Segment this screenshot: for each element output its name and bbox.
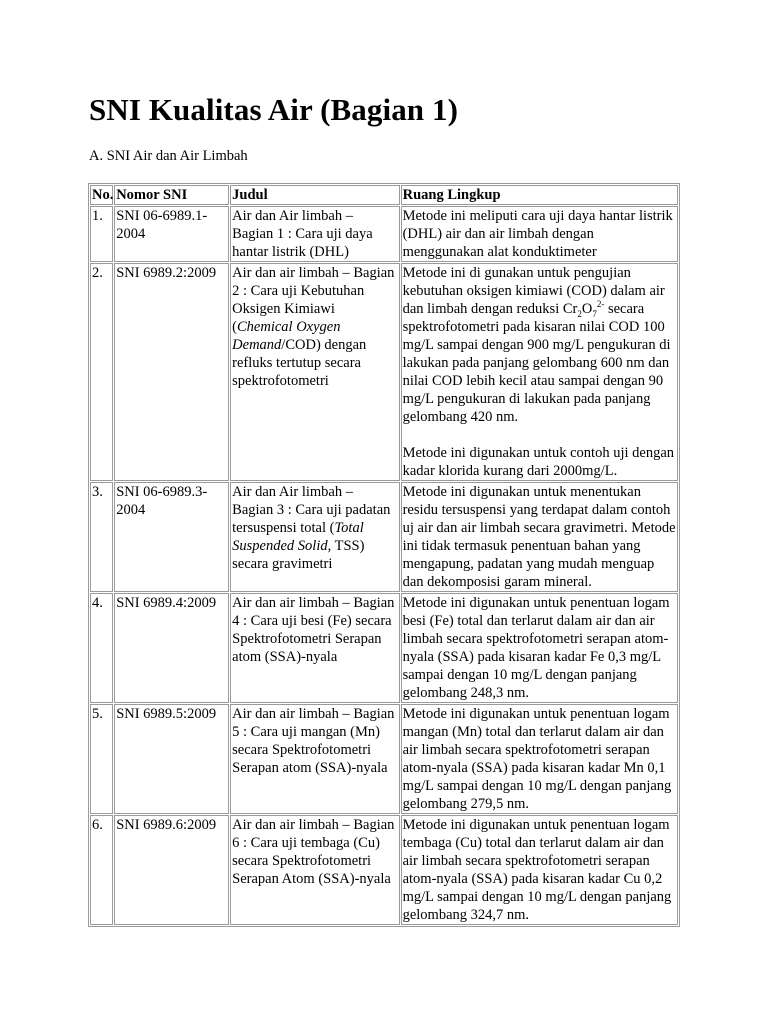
cell-judul: Air dan air limbah – Bagian 6 : Cara uji tembaga (Cu) secara Spektrofotometri Serapan Atom (SSA)-nyala [230,815,399,925]
formula-superscript: 2- [596,299,605,310]
judul-text: Air dan Air limbah – Bagian 3 : Cara uji padatan tersuspensi total ( [232,484,391,536]
header-nomor-sni: Nomor SNI [114,185,229,205]
cell-ruang-lingkup: Metode ini digunakan untuk penentuan logam mangan (Mn) total dan terlarut dalam air dan air limbah secara spektrofotometri serapan atom-nyala (SSA) pada kisaran kadar Mn 0,1 mg/L sampai dengan 10 mg/L dengan panjang gelombang 279,5 nm. [401,704,678,814]
cell-judul: Air dan air limbah – Bagian 4 : Cara uji besi (Fe) secara Spektrofotometri Serapan atom (SSA)-nyala [230,593,399,703]
section-heading: A. SNI Air dan Air Limbah [89,148,248,164]
table-header-row [90,185,678,205]
cell-nomor-sni: SNI 06-6989.1-2004 [114,206,229,262]
table-row [90,206,678,262]
cell-ruang-lingkup: Metode ini digunakan untuk penentuan logam tembaga (Cu) total dan terlarut dalam air dan air limbah secara spektrofotometri serapan atom-nyala (SSA) pada kisaran kadar Cu 0,2 mg/L sampai dengan 10 mg/L dengan panjang gelombang 324,7 nm. [401,815,678,925]
cell-nomor-sni: SNI 6989.2:2009 [114,263,229,481]
cell-no: 4. [90,593,113,703]
table-row [90,482,678,592]
sni-table [88,183,680,927]
ruang-text: Metode ini di gunakan untuk pengujian kebutuhan oksigen kimiawi (COD) dalam air dan limbah dengan reduksi Cr [402,265,665,317]
cell-nomor-sni: SNI 6989.6:2009 [114,815,229,925]
table-row [90,704,678,814]
cell-judul: Air dan Air limbah – Bagian 1 : Cara uji daya hantar listrik (DHL) [230,206,399,262]
cell-judul [230,263,399,481]
cell-ruang-lingkup [401,263,678,481]
table-row [90,815,678,925]
judul-text: Air dan air limbah – Bagian 2 : Cara uji Kebutuhan Oksigen Kimiawi ( [232,265,395,335]
paragraph-gap [403,426,676,444]
cell-no: 3. [90,482,113,592]
ruang-text: secara spektrofotometri pada kisaran nilai COD 100 mg/L sampai dengan 900 mg/L pengukuran di lakukan pada panjang gelombang 600 nm dan nilai COD lebih kecil atau sampai dengan 90 mg/L pengukuran di lakukan pada panjang gelombang 420 nm. [402,301,671,425]
judul-italic-term: Chemical Oxygen Demand [232,319,341,353]
cell-ruang-lingkup: Metode ini meliputi cara uji daya hantar listrik (DHL) air dan air limbah dengan menggunakan alat konduktimeter [401,206,678,262]
judul-text: , TSS) secara gravimetri [232,538,365,572]
judul-text: /COD) dengan refluks tertutup secara spektrofotometri [232,337,367,389]
cell-nomor-sni: SNI 6989.5:2009 [114,704,229,814]
cell-no: 5. [90,704,113,814]
header-no: No. [92,187,114,203]
table-row [90,593,678,703]
cell-judul: Air dan air limbah – Bagian 5 : Cara uji mangan (Mn) secara Spektrofotometri Serapan atom (SSA)-nyala [230,704,399,814]
cell-ruang-lingkup: Metode ini digunakan untuk penentuan logam besi (Fe) total dan terlarut dalam air dan air limbah secara spektrofotometri serapan atom-nyala (SSA) pada kisaran kadar Fe 0,3 mg/L sampai dengan 10 mg/L dengan panjang gelombang 248,3 nm. [401,593,678,703]
ruang-text: Metode ini digunakan untuk contoh uji dengan kadar klorida kurang dari 2000mg/L. [402,445,675,479]
formula-subscript: 2 [577,308,582,319]
cell-ruang-lingkup: Metode ini digunakan untuk menentukan residu tersuspensi yang terdapat dalam contoh uj air dan air limbah secara gravimetri. Metode ini tidak termasuk penentuan bahan yang mengapung, padatan yang mudah menguap dan dekomposisi garam mineral. [401,482,678,592]
header-ruang-lingkup: Ruang Lingkup [401,185,678,205]
cell-nomor-sni: SNI 6989.4:2009 [114,593,229,703]
judul-italic-term: Total Suspended Solid [232,520,364,554]
header-judul: Judul [230,185,399,205]
table-row [90,263,678,481]
cell-nomor-sni: SNI 06-6989.3-2004 [114,482,229,592]
cell-no: 6. [90,815,113,925]
formula-element: O [581,301,593,317]
cell-no: 1. [90,206,113,262]
cell-no: 2. [90,263,113,481]
cell-judul [230,482,399,592]
formula-subscript: 7 [592,308,597,319]
page-title: SNI Kualitas Air (Bagian 1) [89,92,459,127]
